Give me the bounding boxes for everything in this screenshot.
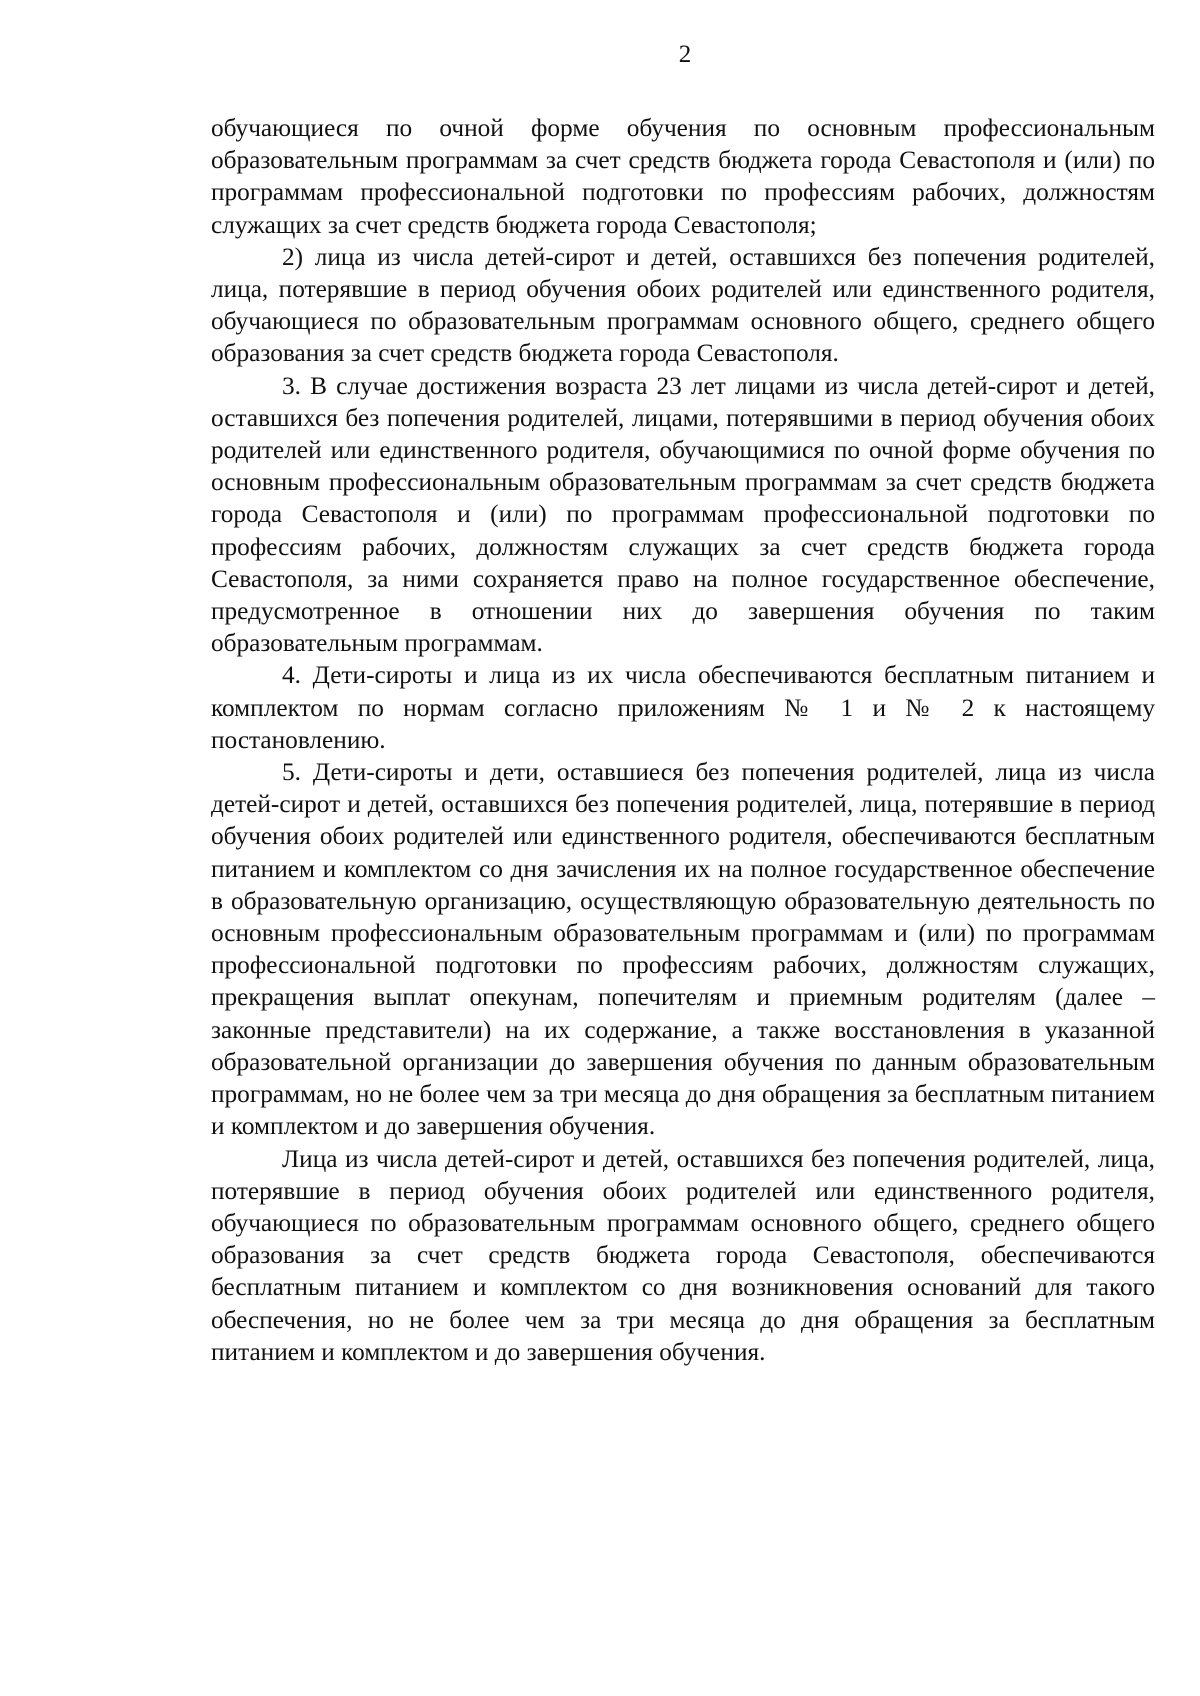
paragraph-item-2: 2) лица из числа детей-сирот и детей, оставшихся без попечения родителей, лица, потерявшие в период обучения обоих родителей или единственного родителя, обучающиеся по образовательным программам основного общего, среднего общего образования за счет средств бюджета города Севастополя. bbox=[211, 242, 1155, 368]
page-number: 2 bbox=[678, 41, 692, 68]
paragraph-clause-4: 4. Дети-сироты и лица из их числа обеспечиваются бесплатным питанием и комплектом по нормам согласно приложениям № 1 и № 2 к настоящему постановлению. bbox=[211, 661, 1155, 754]
paragraph-clause-5-part-2: Лица из числа детей-сирот и детей, оставшихся без попечения родителей, лица, потерявшие в период обучения обоих родителей или единственного родителя, обучающиеся по образовательным программам основного общего, среднего общего образования за счет средств бюджета города Севастополя, обеспечиваются бесплатным питанием и комплектом со дня возникновения оснований для такого обеспечения, но не более чем за три месяца до дня обращения за бесплатным питанием и комплектом и до завершения обучения. bbox=[211, 1144, 1155, 1366]
paragraph-continuation: обучающиеся по очной форме обучения по основным профессиональным образовательным программам за счет средств бюджета города Севастополя и (или) по программам профессиональной подготовки по профессиям рабочих, должностям служащих за счет средств бюджета города Севастополя; bbox=[211, 114, 1155, 239]
document-body bbox=[211, 112, 1155, 1368]
paragraph-clause-5: 5. Дети-сироты и дети, оставшиеся без попечения родителей, лица из числа детей-сирот и детей, оставшихся без попечения родителей, лица, потерявшие в период обучения обоих родителей или единственного родителя, обеспечиваются бесплатным питанием и комплектом со дня зачисления их на полное государственное обеспечение в образовательную организацию, осуществляющую образовательную деятельность по основным профессиональным образовательным программам и (или) по программам профессиональной подготовки по профессиям рабочих, должностям служащих, прекращения выплат опекунам, попечителям и приемным родителям (далее – законные представители) на их содержание, а также восстановления в указанной образовательной организации до завершения обучения по данным образовательным программам, но не более чем за три месяца до дня обращения за бесплатным питанием и комплектом и до завершения обучения. bbox=[211, 758, 1155, 1141]
paragraph-clause-3: 3. В случае достижения возраста 23 лет лицами из числа детей-сирот и детей, оставшихся без попечения родителей, лицами, потерявшими в период обучения обоих родителей или единственного родителя, обучающимися по очной форме обучения по основным профессиональным образовательным программам за счет средств бюджета города Севастополя и (или) по программам профессиональной подготовки по профессиям рабочих, должностям служащих за счет средств бюджета города Севастополя, за ними сохраняется право на полное государственное обеспечение, предусмотренное в отношении них до завершения обучения по таким образовательным программам. bbox=[211, 371, 1155, 658]
